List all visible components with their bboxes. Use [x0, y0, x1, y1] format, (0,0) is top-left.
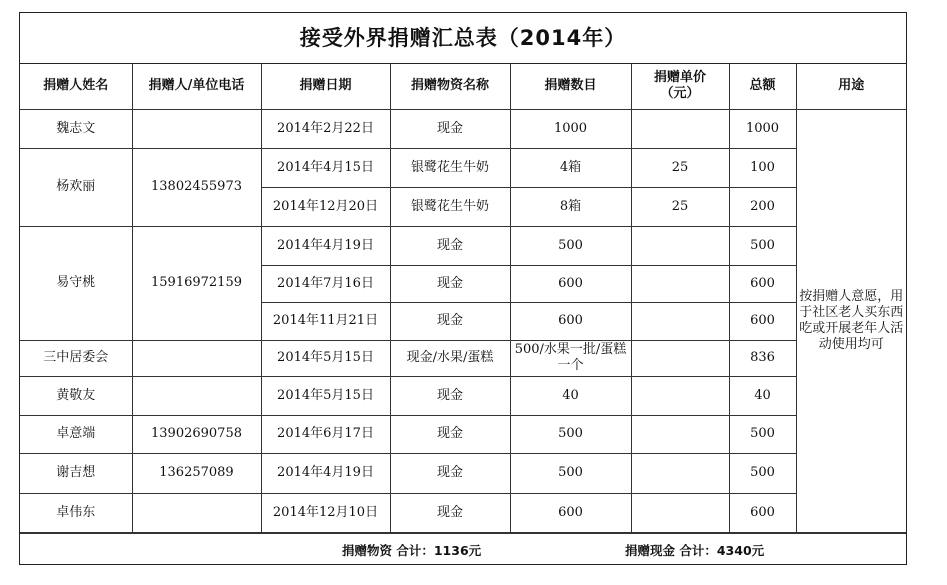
donation-date: 2014年2月22日	[261, 109, 390, 148]
donation-date: 2014年5月15日	[261, 376, 390, 415]
table-row	[20, 415, 906, 453]
header-quantity: 捐赠数目	[510, 64, 631, 109]
donation-item: 银鹭花生牛奶	[390, 187, 510, 226]
donation-total: 600	[729, 265, 796, 302]
donor-phone: 13802455973	[132, 148, 261, 226]
donation-quantity: 500	[510, 453, 631, 493]
donation-item: 现金/水果/蛋糕	[390, 340, 510, 376]
donation-quantity: 40	[510, 376, 631, 415]
header-total: 总额	[729, 64, 796, 109]
totals-footer	[20, 533, 906, 564]
donation-item: 现金	[390, 226, 510, 265]
donor-name: 谢吉想	[20, 453, 132, 493]
table-row	[20, 109, 906, 148]
donation-date: 2014年12月10日	[261, 493, 390, 532]
donation-date: 2014年4月15日	[261, 148, 390, 187]
header-phone: 捐赠人/单位电话	[132, 64, 261, 109]
donation-item: 现金	[390, 109, 510, 148]
donation-quantity: 1000	[510, 109, 631, 148]
donation-unit-price	[631, 109, 729, 148]
donor-phone	[132, 109, 261, 148]
table-row	[20, 493, 906, 532]
donor-name: 卓意端	[20, 415, 132, 453]
donation-unit-price	[631, 265, 729, 302]
donation-quantity: 8箱	[510, 187, 631, 226]
donation-unit-price	[631, 415, 729, 453]
page-title: 接受外界捐赠汇总表（2014年）	[20, 13, 906, 64]
donation-total: 600	[729, 302, 796, 340]
header-usage: 用途	[796, 64, 906, 109]
donation-unit-price: 25	[631, 148, 729, 187]
donation-quantity: 600	[510, 493, 631, 532]
donation-unit-price	[631, 340, 729, 376]
donor-phone: 13902690758	[132, 415, 261, 453]
donor-name: 卓伟东	[20, 493, 132, 532]
donation-table	[20, 64, 906, 533]
header-date: 捐赠日期	[261, 64, 390, 109]
table-row	[20, 340, 906, 376]
donor-phone	[132, 376, 261, 415]
donation-quantity: 600	[510, 265, 631, 302]
donation-date: 2014年4月19日	[261, 226, 390, 265]
donor-name: 魏志文	[20, 109, 132, 148]
donation-date: 2014年12月20日	[261, 187, 390, 226]
donation-quantity: 4箱	[510, 148, 631, 187]
donor-phone	[132, 493, 261, 532]
header-name: 捐赠人姓名	[20, 64, 132, 109]
donation-total: 500	[729, 226, 796, 265]
donation-unit-price	[631, 376, 729, 415]
table-row	[20, 226, 906, 265]
donation-item: 现金	[390, 376, 510, 415]
donor-phone: 15916972159	[132, 226, 261, 340]
donation-item: 现金	[390, 302, 510, 340]
donor-phone: 136257089	[132, 453, 261, 493]
donation-date: 2014年11月21日	[261, 302, 390, 340]
donor-name: 黄敬友	[20, 376, 132, 415]
donation-item: 银鹭花生牛奶	[390, 148, 510, 187]
donation-date: 2014年6月17日	[261, 415, 390, 453]
donation-unit-price	[631, 226, 729, 265]
table-row	[20, 453, 906, 493]
header-item: 捐赠物资名称	[390, 64, 510, 109]
donation-unit-price	[631, 453, 729, 493]
donation-sheet	[19, 12, 907, 565]
cash-total: 捐赠现金 合计：4340元	[625, 542, 765, 558]
header-unit-price: 捐赠单价（元）	[631, 64, 729, 109]
donation-item: 现金	[390, 453, 510, 493]
donation-unit-price	[631, 493, 729, 532]
donation-quantity: 600	[510, 302, 631, 340]
donor-name: 杨欢丽	[20, 148, 132, 226]
donation-item: 现金	[390, 493, 510, 532]
donation-total: 1000	[729, 109, 796, 148]
donation-total: 200	[729, 187, 796, 226]
donation-quantity: 500/水果一批/蛋糕一个	[510, 340, 631, 376]
table-row	[20, 376, 906, 415]
donation-item: 现金	[390, 265, 510, 302]
donation-item: 现金	[390, 415, 510, 453]
donor-phone	[132, 340, 261, 376]
donation-unit-price: 25	[631, 187, 729, 226]
donation-date: 2014年5月15日	[261, 340, 390, 376]
header-row	[20, 64, 906, 109]
usage-note: 按捐赠人意愿，用于社区老人买东西吃或开展老年人活动使用均可	[796, 109, 906, 532]
donation-total: 836	[729, 340, 796, 376]
donation-total: 100	[729, 148, 796, 187]
donation-quantity: 500	[510, 226, 631, 265]
donation-quantity: 500	[510, 415, 631, 453]
donation-date: 2014年7月16日	[261, 265, 390, 302]
donation-unit-price	[631, 302, 729, 340]
donation-total: 500	[729, 415, 796, 453]
donation-total: 500	[729, 453, 796, 493]
donation-total: 40	[729, 376, 796, 415]
table-row	[20, 148, 906, 187]
donation-total: 600	[729, 493, 796, 532]
donor-name: 易守桃	[20, 226, 132, 340]
donor-name: 三中居委会	[20, 340, 132, 376]
donation-date: 2014年4月19日	[261, 453, 390, 493]
goods-total: 捐赠物资 合计：1136元	[342, 542, 482, 558]
